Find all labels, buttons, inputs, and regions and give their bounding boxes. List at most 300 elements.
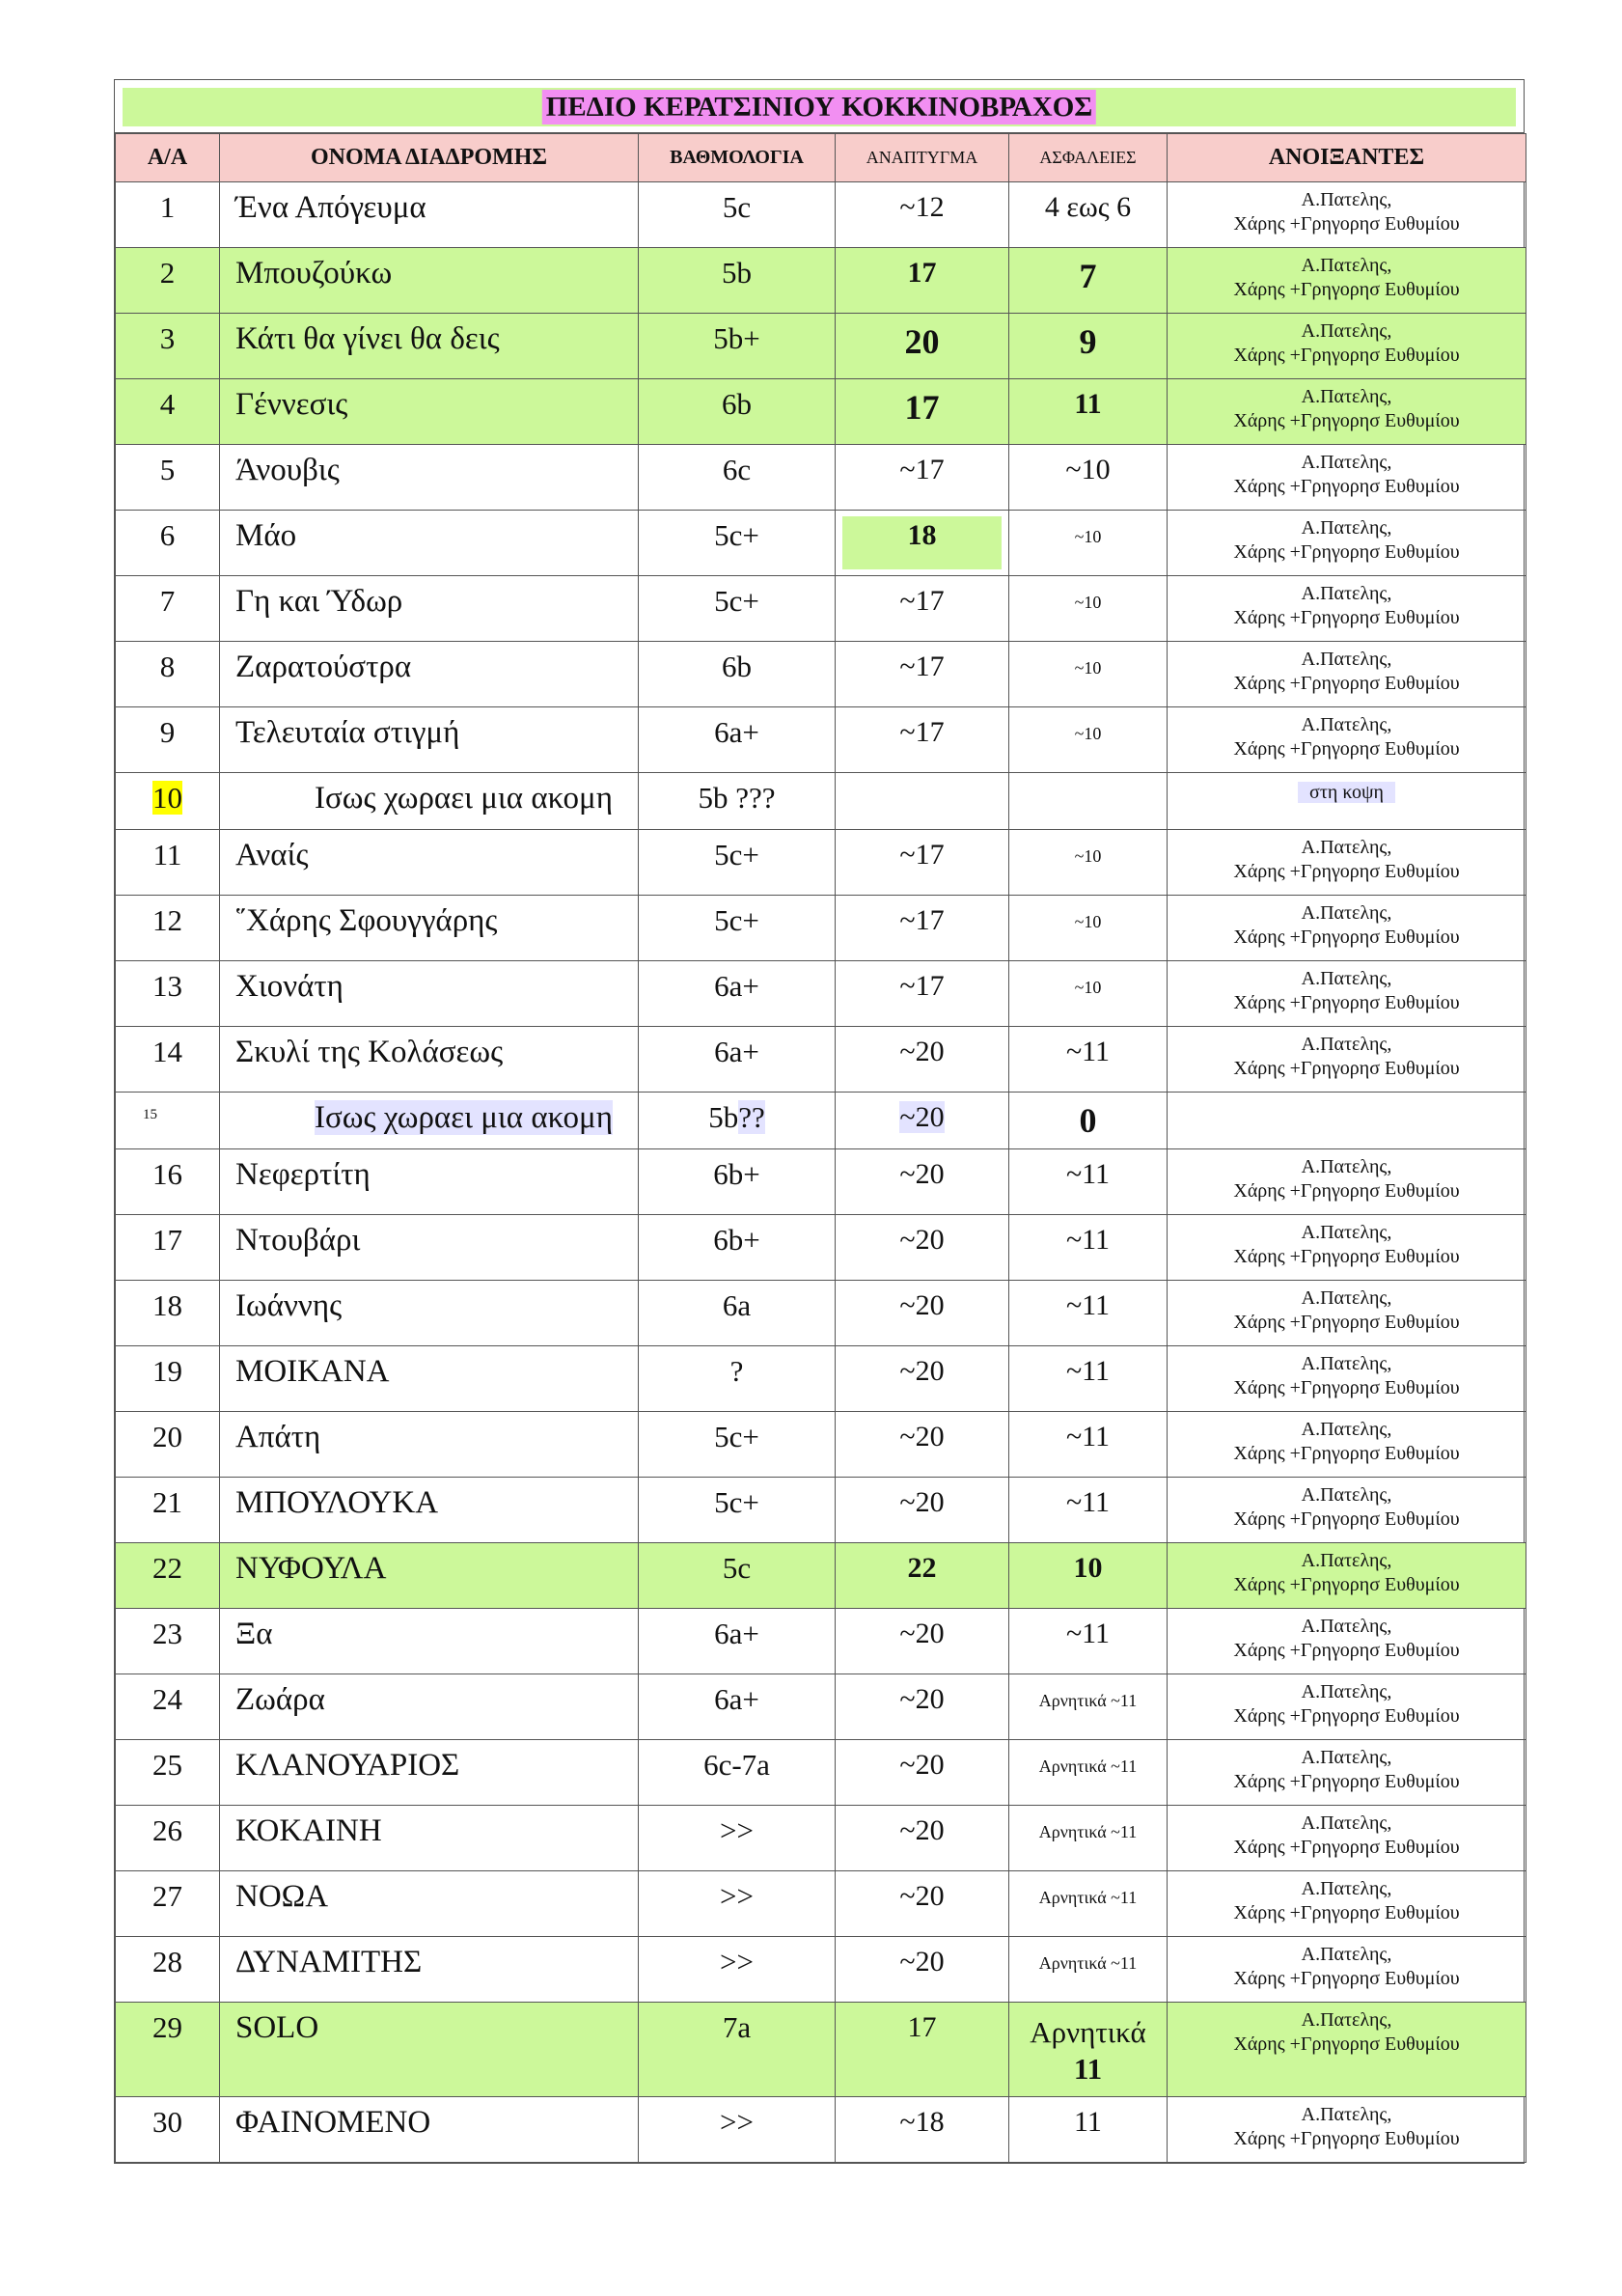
route-length: ~17 — [899, 454, 945, 485]
route-bolts: ~10 — [1065, 454, 1111, 485]
openers-line-1: Α.Πατελης, — [1301, 902, 1392, 924]
cell-name — [220, 1937, 639, 2003]
cell-grade — [639, 511, 836, 576]
cell-bolts — [1009, 1937, 1168, 2003]
openers — [1168, 188, 1526, 236]
cell-openers — [1168, 1937, 1526, 2003]
cell-length — [836, 182, 1009, 248]
route-bolts: 7 — [1079, 257, 1097, 295]
cell-openers — [1168, 1806, 1526, 1871]
openers-line-1: Α.Πατελης, — [1301, 189, 1392, 210]
table-row — [116, 511, 1526, 576]
cell-name — [220, 1478, 639, 1543]
route-bolts: 0 — [1079, 1101, 1097, 1140]
route-bolts: ~10 — [1074, 846, 1102, 866]
cell-name — [220, 1543, 639, 1609]
openers — [1168, 1418, 1526, 1466]
openers-line-2: Χάρης +Γρηγορησ Ευθυμίου — [1233, 673, 1460, 694]
cell-number — [116, 511, 220, 576]
cell-openers — [1168, 1346, 1526, 1412]
openers — [1168, 1746, 1526, 1794]
route-grade: 6b — [722, 387, 752, 421]
cell-bolts — [1009, 576, 1168, 642]
route-name: Ιωάννης — [235, 1288, 343, 1323]
route-bolts: ~10 — [1074, 658, 1102, 678]
table-row — [116, 1149, 1526, 1215]
route-bolts: Αρνητικά ~11 — [1038, 1953, 1138, 1973]
cell-openers — [1168, 2003, 1526, 2097]
route-name: Απάτη — [235, 1420, 321, 1454]
route-length: 18 — [907, 519, 937, 551]
route-length-wrap — [836, 1101, 1008, 1134]
route-bolts: ~11 — [1065, 1486, 1111, 1518]
openers — [1168, 2103, 1526, 2151]
cell-grade — [639, 896, 836, 961]
route-bolts: ~11 — [1065, 1421, 1111, 1452]
route-grade: 5c+ — [714, 1485, 759, 1519]
route-grade-main: 5b — [708, 1100, 739, 1134]
route-bolts: ~11 — [1065, 1158, 1111, 1190]
row-number: 30 — [152, 2105, 182, 2139]
table-row — [116, 1806, 1526, 1871]
cell-number — [116, 1346, 220, 1412]
row-number: 21 — [152, 1485, 182, 1519]
table-row — [116, 896, 1526, 961]
cell-number — [116, 445, 220, 511]
cell-openers — [1168, 1871, 1526, 1937]
cell-name — [220, 1740, 639, 1806]
cell-openers — [1168, 1478, 1526, 1543]
cell-openers — [1168, 830, 1526, 896]
route-grade: 5c+ — [714, 903, 759, 937]
cell-number — [116, 1806, 220, 1871]
cell-bolts — [1009, 1609, 1168, 1674]
route-bolts: 11 — [1074, 388, 1102, 420]
cell-grade — [639, 1871, 836, 1937]
cell-bolts — [1009, 1027, 1168, 1093]
row-number: 13 — [152, 969, 182, 1003]
route-bolts: 11 — [1074, 2106, 1102, 2138]
route-bolts: ~11 — [1065, 1618, 1111, 1649]
openers-line-2: Χάρης +Γρηγορησ Ευθυμίου — [1233, 1968, 1460, 1989]
route-bolts: ~10 — [1074, 593, 1102, 612]
openers — [1168, 967, 1526, 1015]
table-row — [116, 707, 1526, 773]
routes-sheet — [114, 79, 1525, 2164]
openers-line-2: Χάρης +Γρηγορησ Ευθυμίου — [1233, 1640, 1460, 1661]
openers — [1168, 1615, 1526, 1663]
openers-line-1: Α.Πατελης, — [1301, 1681, 1392, 1702]
cell-number — [116, 2003, 220, 2097]
route-name: Άνουβις — [235, 453, 340, 487]
cell-bolts — [1009, 1871, 1168, 1937]
cell-number — [116, 1937, 220, 2003]
cell-bolts — [1009, 182, 1168, 248]
cell-openers — [1168, 248, 1526, 314]
openers — [1168, 385, 1526, 433]
cell-grade — [639, 1281, 836, 1346]
cell-bolts — [1009, 379, 1168, 445]
cell-openers — [1168, 445, 1526, 511]
route-length: ~17 — [899, 716, 945, 748]
route-length: ~20 — [899, 1618, 945, 1649]
row-number: 11 — [152, 838, 182, 871]
openers-line-1: Α.Πατελης, — [1301, 1484, 1392, 1506]
openers-line-1: Α.Πατελης, — [1301, 1419, 1392, 1440]
openers-line-2: Χάρης +Γρηγορησ Ευθυμίου — [1233, 607, 1460, 628]
row-number: 2 — [159, 256, 176, 290]
cell-name — [220, 182, 639, 248]
route-length: ~17 — [899, 650, 945, 682]
openers-line-2: Χάρης +Γρηγορησ Ευθυμίου — [1233, 1058, 1460, 1079]
cell-openers — [1168, 1412, 1526, 1478]
cell-number — [116, 642, 220, 707]
cell-grade — [639, 2003, 836, 2097]
cell-length — [836, 445, 1009, 511]
openers-line-1: Α.Πατελης, — [1301, 649, 1392, 670]
cell-length — [836, 1740, 1009, 1806]
cell-length — [836, 830, 1009, 896]
cell-name — [220, 1215, 639, 1281]
cell-name — [220, 642, 639, 707]
openers-line-1: Α.Πατελης, — [1301, 968, 1392, 989]
route-name: Ντουβάρι — [235, 1223, 361, 1258]
route-length: ~20 — [899, 1355, 945, 1387]
route-length: 20 — [904, 322, 940, 361]
openers-line-1: Α.Πατελης, — [1301, 1944, 1392, 1965]
cell-length — [836, 1412, 1009, 1478]
cell-openers — [1168, 1609, 1526, 1674]
title-row — [115, 80, 1524, 133]
route-grade: 6b+ — [713, 1157, 760, 1191]
cell-grade — [639, 1149, 836, 1215]
cell-number — [116, 1478, 220, 1543]
route-length: ~20 — [899, 1486, 945, 1518]
openers — [1168, 451, 1526, 499]
route-bolts — [1009, 2014, 1167, 2088]
cell-bolts — [1009, 1674, 1168, 1740]
cell-grade — [639, 1093, 836, 1149]
route-name: ΝΟΩΑ — [235, 1879, 329, 1914]
route-name: SOLO — [235, 2010, 319, 2045]
route-name: Κάτι θα γίνει θα δεις — [235, 321, 500, 356]
route-name: Αναίς — [235, 838, 309, 872]
openers-line-2: Χάρης +Γρηγορησ Ευθυμίου — [1233, 1837, 1460, 1858]
route-name: Χιονάτη — [235, 969, 344, 1004]
cell-length — [836, 1609, 1009, 1674]
openers-line-1: Α.Πατελης, — [1301, 1287, 1392, 1309]
cell-number — [116, 2097, 220, 2163]
cell-grade — [639, 707, 836, 773]
openers-line-1: Α.Πατελης, — [1301, 1353, 1392, 1374]
route-length: ~17 — [899, 970, 945, 1002]
openers-line-1: Α.Πατελης, — [1301, 714, 1392, 735]
openers — [1168, 1483, 1526, 1532]
route-grade: 6b+ — [713, 1223, 760, 1257]
openers-line-1: Α.Πατελης, — [1301, 386, 1392, 407]
cell-number — [116, 576, 220, 642]
table-row — [116, 1609, 1526, 1674]
route-name: ΦΑΙΝΟΜΕΝΟ — [235, 2105, 431, 2140]
openers-line-1: Α.Πατελης, — [1301, 1616, 1392, 1637]
openers — [1168, 713, 1526, 761]
row-number-wrap — [116, 782, 219, 815]
table-row — [116, 2097, 1526, 2163]
route-name: Ζωάρα — [235, 1682, 325, 1717]
openers-note: στη κοψη — [1298, 782, 1395, 803]
openers-line-2: Χάρης +Γρηγορησ Ευθυμίου — [1233, 410, 1460, 431]
cell-length — [836, 773, 1009, 830]
cell-length — [836, 248, 1009, 314]
cell-length — [836, 379, 1009, 445]
route-grade: 5c — [722, 1551, 752, 1585]
cell-grade — [639, 1674, 836, 1740]
route-bolts: ~10 — [1074, 978, 1102, 997]
cell-number — [116, 1871, 220, 1937]
routes-table — [115, 133, 1526, 2163]
route-length: ~20 — [899, 1101, 945, 1133]
openers-line-1: Α.Πατελης, — [1301, 517, 1392, 539]
route-bolts: ~11 — [1065, 1355, 1111, 1387]
route-bolts: ~11 — [1065, 1289, 1111, 1321]
cell-length — [836, 1806, 1009, 1871]
cell-length — [836, 1478, 1009, 1543]
route-name: Μπουζούκω — [235, 256, 393, 290]
route-grade: 5c — [722, 190, 752, 224]
route-grade: 6b — [722, 650, 752, 683]
route-length: ~17 — [899, 585, 945, 617]
openers — [1168, 582, 1526, 630]
table-row — [116, 961, 1526, 1027]
route-bolts: ~11 — [1065, 1224, 1111, 1256]
row-number: 16 — [152, 1157, 182, 1191]
route-grade — [639, 1101, 835, 1134]
row-number: 6 — [159, 518, 176, 552]
route-name: Ξα — [235, 1617, 273, 1651]
cell-bolts — [1009, 1806, 1168, 1871]
cell-bolts — [1009, 1412, 1168, 1478]
route-bolts: Αρνητικά ~11 — [1038, 1757, 1138, 1776]
cell-number — [116, 1543, 220, 1609]
cell-length — [836, 2003, 1009, 2097]
table-row — [116, 1027, 1526, 1093]
cell-grade — [639, 1346, 836, 1412]
openers — [1168, 1221, 1526, 1269]
openers-line-1: Α.Πατελης, — [1301, 255, 1392, 276]
route-name: ΝΥΦΟΥΛΑ — [235, 1551, 387, 1586]
openers-line-1: Α.Πατελης, — [1301, 1550, 1392, 1571]
page-title: ΠΕΔΙΟ ΚΕΡΑΤΣΙΝΙΟΥ ΚΟΚΚΙΝΟΒΡΑΧΟΣ — [542, 90, 1096, 124]
route-grade: 6a+ — [714, 715, 759, 749]
table-row — [116, 445, 1526, 511]
route-name: ΚΛΑΝΟΥΑΡΙΟΣ — [235, 1748, 460, 1783]
cell-openers — [1168, 773, 1526, 830]
route-grade-note: ?? — [738, 1100, 765, 1134]
route-length: ~20 — [899, 1946, 945, 1978]
openers-line-2: Χάρης +Γρηγορησ Ευθυμίου — [1233, 927, 1460, 948]
cell-name — [220, 1412, 639, 1478]
table-row — [116, 1478, 1526, 1543]
cell-openers — [1168, 576, 1526, 642]
cell-openers — [1168, 642, 1526, 707]
cell-openers — [1168, 379, 1526, 445]
route-grade: >> — [720, 2105, 754, 2139]
route-grade: 6c — [722, 453, 752, 486]
cell-name — [220, 1027, 639, 1093]
openers-line-1: Α.Πατελης, — [1301, 2104, 1392, 2125]
cell-name — [220, 1281, 639, 1346]
cell-name — [220, 1871, 639, 1937]
cell-length — [836, 1346, 1009, 1412]
header-bolts: ΑΣΦΑΛΕΙΕΣ — [1009, 134, 1168, 182]
route-length: ~12 — [899, 191, 945, 223]
cell-grade — [639, 182, 836, 248]
cell-grade — [639, 1412, 836, 1478]
cell-number — [116, 1674, 220, 1740]
openers-line-1: Α.Πατελης, — [1301, 1878, 1392, 1899]
header-openers: ΑΝΟΙΞΑΝΤΕΣ — [1168, 134, 1526, 182]
openers-line-2: Χάρης +Γρηγορησ Ευθυμίου — [1233, 861, 1460, 882]
route-name: ΔΥΝΑΜΙΤΗΣ — [235, 1945, 423, 1979]
row-number: 5 — [159, 453, 176, 486]
table-row — [116, 1674, 1526, 1740]
route-grade: >> — [720, 1945, 754, 1978]
table-row — [116, 248, 1526, 314]
route-length: 17 — [907, 2011, 937, 2043]
header-length: ΑΝΑΠΤΥΓΜΑ — [836, 134, 1009, 182]
openers-line-2: Χάρης +Γρηγορησ Ευθυμίου — [1233, 1180, 1460, 1202]
cell-openers — [1168, 182, 1526, 248]
cell-length — [836, 707, 1009, 773]
cell-bolts — [1009, 248, 1168, 314]
cell-grade — [639, 830, 836, 896]
table-row — [116, 830, 1526, 896]
cell-number — [116, 1027, 220, 1093]
route-bolts: 10 — [1073, 1552, 1103, 1584]
header-name: ΟΝΟΜΑ ΔΙΑΔΡΟΜΗΣ — [220, 134, 639, 182]
row-number: 20 — [152, 1420, 182, 1453]
row-number: 1 — [159, 190, 176, 224]
openers — [1168, 901, 1526, 950]
route-grade: 6a+ — [714, 1682, 759, 1716]
openers — [1168, 1286, 1526, 1335]
cell-grade — [639, 1027, 836, 1093]
cell-bolts — [1009, 1346, 1168, 1412]
openers-line-2: Χάρης +Γρηγορησ Ευθυμίου — [1233, 476, 1460, 497]
cell-number — [116, 896, 220, 961]
cell-openers — [1168, 707, 1526, 773]
route-length: ~20 — [899, 1421, 945, 1452]
openers — [1168, 648, 1526, 696]
route-name: Ζαρατούστρα — [235, 650, 412, 684]
route-grade: 6a — [722, 1288, 752, 1322]
openers-line-1: Α.Πατελης, — [1301, 2009, 1392, 2031]
route-length: ~20 — [899, 1880, 945, 1912]
table-row — [116, 1093, 1526, 1149]
cell-bolts — [1009, 830, 1168, 896]
cell-name — [220, 445, 639, 511]
cell-grade — [639, 1937, 836, 2003]
cell-number — [116, 1215, 220, 1281]
openers — [1168, 1812, 1526, 1860]
openers-line-1: Α.Πατελης, — [1301, 1747, 1392, 1768]
table-row — [116, 379, 1526, 445]
route-grade: 6a+ — [714, 969, 759, 1003]
route-length: ~18 — [899, 2106, 945, 2138]
openers — [1168, 1680, 1526, 1729]
cell-name — [220, 314, 639, 379]
route-bolts: 9 — [1079, 322, 1097, 361]
row-number: 14 — [152, 1035, 182, 1068]
table-row — [116, 1543, 1526, 1609]
row-number: 28 — [152, 1945, 182, 1978]
cell-length — [836, 1871, 1009, 1937]
cell-bolts — [1009, 1093, 1168, 1149]
table-row — [116, 1346, 1526, 1412]
route-length: ~20 — [899, 1749, 945, 1781]
route-bolts: ~10 — [1074, 724, 1102, 743]
route-bolts: Αρνητικά ~11 — [1038, 1888, 1138, 1907]
openers-line-2: Χάρης +Γρηγορησ Ευθυμίου — [1233, 279, 1460, 300]
cell-bolts — [1009, 1543, 1168, 1609]
cell-number — [116, 182, 220, 248]
route-name: Ένα Απόγευμα — [235, 190, 426, 225]
openers — [1168, 1033, 1526, 1081]
openers — [1168, 1352, 1526, 1400]
route-bolts-type: Αρνητικά — [1030, 2015, 1146, 2049]
cell-length — [836, 1281, 1009, 1346]
cell-number — [116, 773, 220, 830]
cell-bolts — [1009, 445, 1168, 511]
table-row — [116, 576, 1526, 642]
route-length: ~20 — [899, 1814, 945, 1846]
cell-name — [220, 1093, 639, 1149]
table-row — [116, 1281, 1526, 1346]
row-number: 27 — [152, 1879, 182, 1913]
cell-openers — [1168, 1027, 1526, 1093]
cell-grade — [639, 1740, 836, 1806]
table-row — [116, 1412, 1526, 1478]
route-name: Σκυλί της Κολάσεως — [235, 1035, 504, 1069]
route-name: Ισως χωραει μια ακομη — [315, 781, 613, 816]
cell-number — [116, 707, 220, 773]
cell-grade — [639, 1543, 836, 1609]
cell-number — [116, 1609, 220, 1674]
cell-number — [116, 961, 220, 1027]
openers-line-1: Α.Πατελης, — [1301, 1222, 1392, 1243]
openers-line-2: Χάρης +Γρηγορησ Ευθυμίου — [1233, 1443, 1460, 1464]
openers-line-2: Χάρης +Γρηγορησ Ευθυμίου — [1233, 2033, 1460, 2055]
openers — [1168, 1155, 1526, 1203]
cell-bolts — [1009, 1215, 1168, 1281]
openers — [1168, 836, 1526, 884]
cell-bolts — [1009, 1740, 1168, 1806]
cell-number — [116, 379, 220, 445]
route-length: ~17 — [899, 904, 945, 936]
route-bolts: ~10 — [1074, 527, 1102, 546]
cell-number — [116, 1412, 220, 1478]
cell-number — [116, 1093, 220, 1149]
row-number: 3 — [159, 321, 176, 355]
cell-openers — [1168, 896, 1526, 961]
cell-name — [220, 1674, 639, 1740]
route-grade: 6a+ — [714, 1035, 759, 1068]
cell-bolts — [1009, 961, 1168, 1027]
route-grade: 6a+ — [714, 1617, 759, 1650]
cell-name — [220, 1806, 639, 1871]
openers — [1168, 1943, 1526, 1991]
openers — [1168, 2008, 1526, 2057]
